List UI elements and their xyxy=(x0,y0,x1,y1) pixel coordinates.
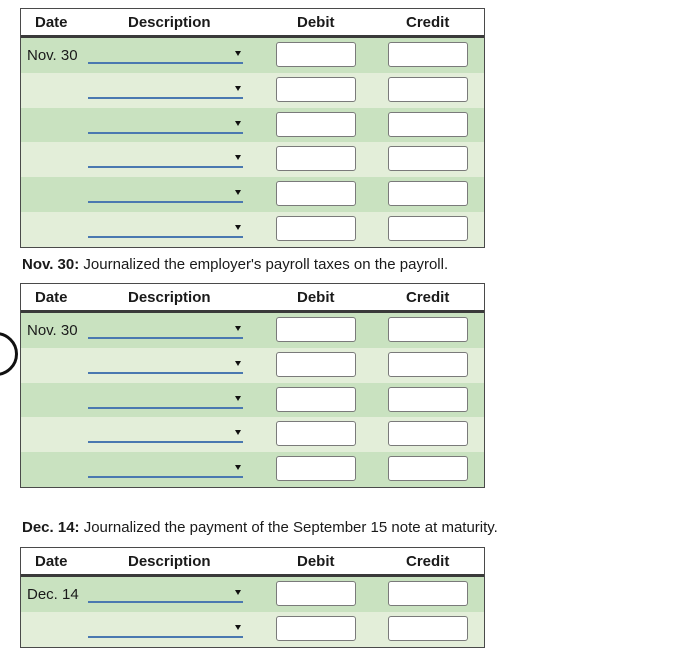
description-dropdown[interactable] xyxy=(88,81,243,99)
credit-input[interactable] xyxy=(388,146,468,171)
description-dropdown[interactable] xyxy=(88,460,243,478)
debit-input[interactable] xyxy=(276,146,356,171)
date-value: Nov. 30 xyxy=(27,47,78,64)
description-dropdown[interactable] xyxy=(88,620,243,638)
credit-input[interactable] xyxy=(388,421,468,446)
journal-table-1 xyxy=(20,8,485,248)
table-row xyxy=(21,108,484,143)
header-date: Date xyxy=(35,14,68,31)
date-value: Nov. 30 xyxy=(27,322,78,339)
description-dropdown[interactable] xyxy=(88,321,243,339)
dropdown-arrow-icon xyxy=(235,465,241,470)
debit-input[interactable] xyxy=(276,421,356,446)
debit-input[interactable] xyxy=(276,42,356,67)
credit-input[interactable] xyxy=(388,77,468,102)
debit-input[interactable] xyxy=(276,581,356,606)
description-dropdown[interactable] xyxy=(88,391,243,409)
header-credit: Credit xyxy=(406,553,450,570)
table-header xyxy=(21,284,484,313)
credit-input[interactable] xyxy=(388,387,468,412)
header-credit: Credit xyxy=(406,289,450,306)
date-value: Dec. 14 xyxy=(27,586,79,603)
table-row xyxy=(21,417,484,452)
dropdown-arrow-icon xyxy=(235,361,241,366)
header-debit: Debit xyxy=(297,289,335,306)
credit-input[interactable] xyxy=(388,581,468,606)
credit-input[interactable] xyxy=(388,181,468,206)
debit-input[interactable] xyxy=(276,317,356,342)
debit-input[interactable] xyxy=(276,112,356,137)
caption-note-payment xyxy=(22,519,498,536)
dropdown-arrow-icon xyxy=(235,225,241,230)
credit-input[interactable] xyxy=(388,42,468,67)
table-row xyxy=(21,612,484,647)
caption-date: Dec. 14: xyxy=(22,519,80,536)
table-header xyxy=(21,9,484,38)
table-row xyxy=(21,177,484,212)
credit-input[interactable] xyxy=(388,456,468,481)
dropdown-arrow-icon xyxy=(235,86,241,91)
dropdown-arrow-icon xyxy=(235,396,241,401)
header-date: Date xyxy=(35,553,68,570)
description-dropdown[interactable] xyxy=(88,185,243,203)
debit-input[interactable] xyxy=(276,456,356,481)
dropdown-arrow-icon xyxy=(235,326,241,331)
journal-table-2 xyxy=(20,283,485,488)
table-header xyxy=(21,548,484,577)
debit-input[interactable] xyxy=(276,387,356,412)
description-dropdown[interactable] xyxy=(88,356,243,374)
credit-input[interactable] xyxy=(388,352,468,377)
description-dropdown[interactable] xyxy=(88,425,243,443)
dropdown-arrow-icon xyxy=(235,430,241,435)
dropdown-arrow-icon xyxy=(235,51,241,56)
credit-input[interactable] xyxy=(388,216,468,241)
table-row xyxy=(21,452,484,487)
header-description: Description xyxy=(128,14,211,31)
debit-input[interactable] xyxy=(276,352,356,377)
description-dropdown[interactable] xyxy=(88,46,243,64)
circle-ring-icon xyxy=(0,332,18,376)
dropdown-arrow-icon xyxy=(235,590,241,595)
header-credit: Credit xyxy=(406,14,450,31)
header-date: Date xyxy=(35,289,68,306)
table-row xyxy=(21,313,484,348)
header-debit: Debit xyxy=(297,553,335,570)
description-dropdown[interactable] xyxy=(88,585,243,603)
table-row xyxy=(21,348,484,383)
description-dropdown[interactable] xyxy=(88,220,243,238)
credit-input[interactable] xyxy=(388,317,468,342)
table-row xyxy=(21,383,484,418)
description-dropdown[interactable] xyxy=(88,116,243,134)
caption-text: Journalized the payment of the September 15 note at maturity. xyxy=(79,519,498,536)
dropdown-arrow-icon xyxy=(235,625,241,630)
dropdown-arrow-icon xyxy=(235,155,241,160)
header-debit: Debit xyxy=(297,14,335,31)
table-row xyxy=(21,38,484,73)
caption-date: Nov. 30: xyxy=(22,256,80,273)
dropdown-arrow-icon xyxy=(235,121,241,126)
debit-input[interactable] xyxy=(276,616,356,641)
journal-table-3 xyxy=(20,547,485,648)
debit-input[interactable] xyxy=(276,216,356,241)
debit-input[interactable] xyxy=(276,77,356,102)
header-description: Description xyxy=(128,553,211,570)
description-dropdown[interactable] xyxy=(88,150,243,168)
header-description: Description xyxy=(128,289,211,306)
table-row xyxy=(21,73,484,108)
caption-text: Journalized the employer's payroll taxes on the payroll. xyxy=(79,256,449,273)
dropdown-arrow-icon xyxy=(235,190,241,195)
debit-input[interactable] xyxy=(276,181,356,206)
table-row xyxy=(21,212,484,247)
table-row xyxy=(21,577,484,612)
table-row xyxy=(21,142,484,177)
credit-input[interactable] xyxy=(388,112,468,137)
credit-input[interactable] xyxy=(388,616,468,641)
caption-payroll-taxes xyxy=(22,256,448,273)
